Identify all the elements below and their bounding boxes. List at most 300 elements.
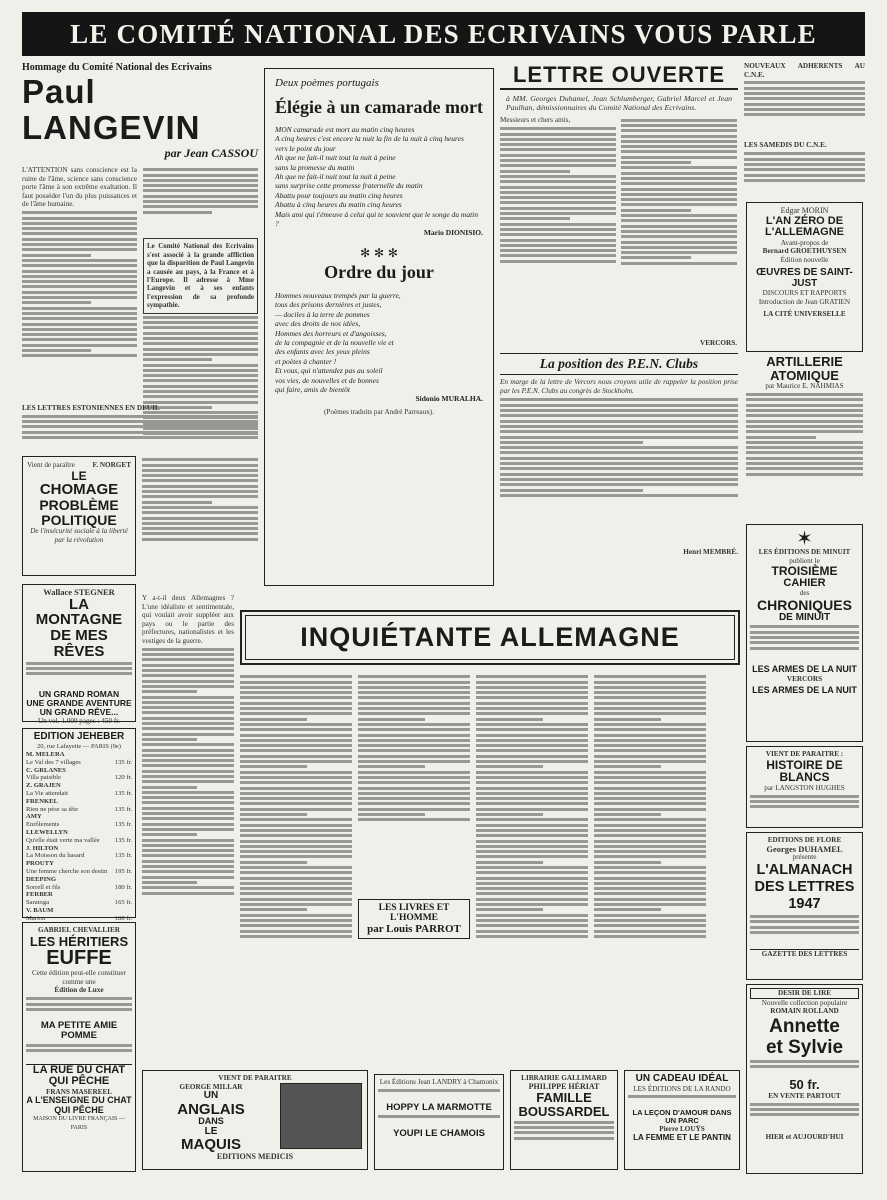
minuit-cahier2: CAHIER bbox=[783, 576, 826, 589]
body-text-line bbox=[500, 404, 738, 407]
marmotte-ad bbox=[374, 1074, 504, 1170]
body-text-line bbox=[22, 425, 258, 428]
body-text-line bbox=[143, 358, 212, 361]
body-text-line bbox=[621, 177, 737, 180]
body-text-line bbox=[240, 919, 352, 922]
body-text-line bbox=[594, 834, 706, 837]
body-text-line bbox=[142, 648, 234, 651]
body-text-line bbox=[500, 164, 616, 167]
body-text-line bbox=[22, 259, 137, 262]
inquietante-body-4 bbox=[476, 675, 588, 1055]
body-text-line bbox=[594, 707, 706, 710]
body-text-line bbox=[746, 425, 863, 428]
inquietante-lead: Y a-t-il deux Allemagnes ? L'une idéaliste et sentimentale, qui voulait avoir suppléer aux pays ou le partie des préfectures, nationalistes et les vestiges de la guerre. bbox=[142, 594, 234, 645]
body-text-line bbox=[22, 354, 137, 357]
jeheber-book-row bbox=[26, 845, 132, 861]
body-text-line bbox=[240, 882, 352, 885]
cadeau-title: UN CADEAU IDÉAL bbox=[635, 1073, 729, 1084]
body-text-line bbox=[500, 244, 616, 247]
body-text-line bbox=[476, 813, 543, 816]
body-text-line bbox=[621, 135, 737, 138]
body-text-line bbox=[240, 935, 352, 938]
body-text-line bbox=[358, 691, 470, 694]
body-text-line bbox=[476, 797, 588, 800]
chevallier-title5: A L'ENSEIGNE DU CHAT QUI PÊCHE bbox=[26, 1095, 132, 1115]
body-text-line bbox=[621, 166, 737, 169]
body-text-line bbox=[358, 797, 470, 800]
body-text-line bbox=[500, 159, 616, 162]
hommage-inset: Le Comité National des Ecrivains s'est associé à la grande affliction que la disparition de Paul Langevin a causée au pays, à la France et à l'Europe. Il adresse à Mme Langevin et à ses enfants l'expression de sa profonde sympathie. bbox=[143, 238, 258, 313]
body-text-line bbox=[746, 414, 863, 417]
marmotte-head: Les Éditions Jean LANDRY à Chamonix bbox=[379, 1078, 499, 1086]
body-text-line bbox=[142, 860, 234, 863]
body-text-line bbox=[142, 506, 258, 509]
jeheber-book-price: 120 fr. bbox=[114, 774, 132, 782]
body-text-line bbox=[500, 414, 738, 417]
body-text-line bbox=[744, 158, 865, 161]
body-text-line bbox=[744, 179, 865, 182]
body-text-line bbox=[500, 473, 738, 476]
body-text-line bbox=[142, 786, 197, 789]
samedis-body bbox=[744, 152, 865, 202]
body-text-line bbox=[476, 871, 588, 874]
histoire-body bbox=[750, 795, 859, 825]
body-text-line bbox=[358, 776, 470, 779]
body-text-line bbox=[621, 172, 737, 175]
body-text-line bbox=[476, 781, 588, 784]
body-text-line bbox=[240, 861, 307, 864]
body-text-line bbox=[500, 483, 738, 486]
body-text-line bbox=[594, 718, 661, 721]
body-text-line bbox=[240, 718, 307, 721]
body-text-line bbox=[500, 441, 643, 444]
body-text-line bbox=[744, 174, 865, 177]
body-text-line bbox=[476, 845, 588, 848]
body-text-line bbox=[142, 886, 234, 889]
body-text-line bbox=[594, 887, 706, 890]
body-text-line bbox=[500, 196, 616, 199]
body-text-line bbox=[240, 765, 307, 768]
jeheber-book-price: 135 fr. bbox=[114, 852, 132, 860]
chomage-sub: De l'insécurité sociale à la liberté par la révolution bbox=[30, 527, 128, 544]
jeheber-book-row bbox=[26, 798, 132, 814]
anglais-title3: DANS bbox=[198, 1116, 224, 1127]
samedis-title: LES SAMEDIS DU C.N.E. bbox=[744, 141, 827, 150]
body-text-line bbox=[476, 787, 588, 790]
marmotte-title2: YOUPI LE CHAMOIS bbox=[393, 1128, 485, 1140]
anglais-title4: LE bbox=[204, 1125, 218, 1137]
body-text-line bbox=[142, 474, 258, 477]
body-text-line bbox=[22, 217, 137, 220]
body-text-line bbox=[621, 140, 737, 143]
body-text-line bbox=[22, 420, 258, 423]
body-text-line bbox=[746, 467, 863, 470]
stegner-ad bbox=[22, 584, 136, 725]
stegner-title1: LA MONTAGNE bbox=[35, 595, 123, 629]
body-text-line bbox=[22, 264, 137, 267]
body-text-line bbox=[143, 337, 258, 340]
poem-lines-2: Hommes nouveaux trempés par la guerre, tous des prisons dernières et justes, — dociles à la terre de pommes avec des droits de nos idées, Hommes des horreurs et d'angoisses, de la compagnie et de la nouvelle vie et des enfants avec les yeux pleins et poètes à chanter ! Et vous, qui n'attendez pas au soleil vos vies, de nouvelles et de bonnes qui faire, amis de bientôt Sidonio MURALHA. bbox=[275, 290, 483, 404]
body-text-line bbox=[142, 801, 234, 804]
jeheber-book-row bbox=[26, 751, 132, 767]
pen-signature: Henri MEMBRÉ. bbox=[683, 548, 738, 557]
masthead bbox=[22, 12, 865, 56]
body-text-line bbox=[746, 420, 863, 423]
saintjust-title: ŒUVRES DE SAINT-JUST bbox=[756, 267, 853, 289]
body-text-line bbox=[142, 522, 258, 525]
jeheber-book-price: 135 fr. bbox=[114, 758, 132, 766]
body-text-line bbox=[240, 898, 352, 901]
body-text-line bbox=[476, 914, 588, 917]
jeheber-book-title: La Vie attendait bbox=[26, 790, 68, 798]
jeheber-book-title: Le Val des 7 villages bbox=[26, 758, 81, 766]
artillerie-title: ARTILLERIE ATOMIQUE bbox=[766, 354, 843, 383]
body-text-line bbox=[746, 457, 863, 460]
body-text-line bbox=[744, 163, 865, 166]
body-text-line bbox=[143, 189, 258, 192]
body-text-line bbox=[594, 877, 706, 880]
body-text-line bbox=[500, 127, 616, 130]
body-text-line bbox=[240, 802, 352, 805]
body-text-line bbox=[621, 119, 737, 122]
body-text-line bbox=[240, 691, 352, 694]
adherents-body bbox=[744, 81, 865, 141]
body-text-line bbox=[143, 364, 258, 367]
body-text-line bbox=[240, 755, 352, 758]
estoniens-title: LES LETTRES ESTONIENNES EN DEUIL bbox=[22, 404, 160, 412]
body-text-line bbox=[476, 834, 588, 837]
parrot-author: par Louis PARROT bbox=[367, 923, 461, 936]
annette-ad bbox=[746, 984, 863, 1174]
body-text-line bbox=[476, 866, 588, 869]
body-text-line bbox=[142, 469, 258, 472]
jeheber-book-title: Marion bbox=[26, 914, 46, 922]
body-text-line bbox=[358, 802, 470, 805]
body-text-line bbox=[750, 795, 859, 798]
body-text-line bbox=[142, 823, 234, 826]
body-text-line bbox=[142, 854, 234, 857]
body-text-line bbox=[240, 792, 352, 795]
body-text-line bbox=[240, 813, 307, 816]
body-text-line bbox=[500, 180, 616, 183]
anglais-publisher: EDITIONS MEDICIS bbox=[216, 1152, 294, 1162]
hommage-byline: par Jean CASSOU bbox=[164, 146, 258, 160]
estoniens-article bbox=[22, 404, 258, 456]
body-text-line bbox=[514, 1131, 614, 1134]
body-text-line bbox=[750, 1060, 859, 1063]
body-text-line bbox=[594, 802, 706, 805]
body-text-line bbox=[22, 431, 258, 434]
body-text-line bbox=[621, 193, 737, 196]
body-text-line bbox=[142, 464, 258, 467]
histoire-title: HISTOIRE DE BLANCS bbox=[766, 757, 843, 785]
body-text-line bbox=[744, 152, 865, 155]
body-text-line bbox=[621, 198, 737, 201]
boussardel-title2: BOUSSARDEL bbox=[518, 1103, 610, 1119]
body-text-line bbox=[594, 866, 706, 869]
minuit-editions: LES ÉDITIONS DE MINUIT bbox=[758, 548, 851, 556]
body-text-line bbox=[594, 787, 706, 790]
boussardel-title1: FAMILLE bbox=[536, 1090, 592, 1106]
body-text-line bbox=[26, 1003, 132, 1006]
minuit-armes2: LES ARMES DE LA NUIT bbox=[752, 685, 857, 696]
body-text-line bbox=[476, 718, 543, 721]
annette-intro: Nouvelle collection populaire bbox=[761, 998, 848, 1007]
body-text-line bbox=[500, 233, 616, 236]
body-text-line bbox=[476, 908, 543, 911]
body-text-line bbox=[142, 828, 234, 831]
body-text-line bbox=[594, 850, 706, 853]
body-text-line bbox=[500, 143, 616, 146]
cadeau-title2: LA LEÇON D'AMOUR DANS UN PARC bbox=[632, 1108, 732, 1126]
body-text-line bbox=[143, 379, 258, 382]
body-text-line bbox=[594, 749, 706, 752]
cadeau-title3: LA FEMME ET LE PANTIN bbox=[633, 1132, 731, 1142]
body-text-line bbox=[22, 323, 137, 326]
body-text-line bbox=[143, 211, 212, 214]
adherents-title: NOUVEAUX ADHERENTS AU C.N.E. bbox=[744, 62, 865, 79]
body-text-line bbox=[358, 728, 470, 731]
jeheber-book-row bbox=[26, 891, 132, 907]
pen-body bbox=[500, 398, 738, 548]
anglais-title2: ANGLAIS bbox=[177, 1100, 245, 1118]
body-text-line bbox=[22, 222, 137, 225]
body-text-line bbox=[594, 739, 706, 742]
body-text-line bbox=[142, 511, 258, 514]
body-text-line bbox=[358, 712, 470, 715]
adherents-box bbox=[744, 62, 865, 202]
poems-translator: (Poèmes traduits par André Parreaux). bbox=[324, 407, 434, 416]
jeheber-book-author: FRENKEL bbox=[26, 797, 58, 805]
body-text-line bbox=[22, 291, 137, 294]
artillerie-author: par Maurice E. NAHMIAS bbox=[765, 382, 844, 391]
body-text-line bbox=[142, 754, 234, 757]
stegner-price: Un vol. 1.000 pages : 450 fr. bbox=[37, 716, 121, 725]
anglais-ad bbox=[142, 1070, 368, 1170]
body-text-line bbox=[746, 446, 863, 449]
minuit-body bbox=[750, 625, 859, 665]
minuit-publish: publient le bbox=[789, 556, 820, 565]
body-text-line bbox=[142, 839, 234, 842]
body-text-line bbox=[143, 316, 258, 319]
jeheber-book-author: Z. GRAJEN bbox=[26, 782, 61, 790]
body-text-line bbox=[750, 926, 859, 929]
almanach-ad bbox=[746, 832, 863, 980]
body-text-line bbox=[594, 765, 661, 768]
chevallier-body bbox=[26, 997, 132, 1021]
body-text-line bbox=[142, 701, 234, 704]
body-text-line bbox=[476, 924, 588, 927]
body-text-line bbox=[240, 797, 352, 800]
body-text-line bbox=[26, 667, 132, 670]
body-text-line bbox=[500, 467, 738, 470]
body-text-line bbox=[358, 749, 470, 752]
body-text-line bbox=[621, 214, 737, 217]
body-text-line bbox=[240, 877, 352, 880]
body-text-line bbox=[22, 280, 137, 283]
lettre-addressees: à MM. Georges Duhamel, Jean Schlumberger, Gabriel Marcel et Jean Paulhan, démissionnaires du Comité National des Ecrivains. bbox=[506, 94, 732, 113]
body-text-line bbox=[476, 776, 588, 779]
body-text-line bbox=[142, 796, 234, 799]
body-text-line bbox=[500, 212, 616, 215]
lettre-body bbox=[500, 127, 616, 327]
body-text-line bbox=[594, 914, 706, 917]
body-text-line bbox=[746, 436, 816, 439]
jeheber-book-author: DEEPING bbox=[26, 875, 57, 883]
body-text-line bbox=[358, 771, 470, 774]
body-text-line bbox=[142, 495, 258, 498]
body-text-line bbox=[240, 903, 352, 906]
body-text-line bbox=[621, 241, 737, 244]
jeheber-book-title: Une femme cherche son destin bbox=[26, 868, 108, 876]
body-text-line bbox=[22, 270, 137, 273]
inquietante-article bbox=[142, 594, 740, 1070]
jeheber-book-author: M. MELERA bbox=[26, 751, 65, 759]
jeheber-book-row bbox=[26, 813, 132, 829]
boussardel-head: LIBRAIRIE GALLIMARD bbox=[521, 1074, 607, 1082]
body-text-line bbox=[142, 658, 234, 661]
body-text-line bbox=[143, 353, 258, 356]
body-text-line bbox=[594, 903, 706, 906]
body-text-line bbox=[746, 404, 863, 407]
body-text-line bbox=[621, 209, 691, 212]
body-text-line bbox=[143, 332, 258, 335]
body-text-line bbox=[22, 248, 137, 251]
body-text-line bbox=[476, 691, 588, 694]
body-text-line bbox=[476, 755, 588, 758]
body-text-line bbox=[621, 246, 737, 249]
body-text-line bbox=[746, 462, 863, 465]
annette-author: ROMAIN ROLLAND bbox=[770, 1007, 839, 1016]
body-text-line bbox=[476, 728, 588, 731]
body-text-line bbox=[240, 681, 352, 684]
body-text-line bbox=[594, 686, 706, 689]
body-text-line bbox=[240, 924, 352, 927]
body-text-line bbox=[500, 457, 738, 460]
body-text-line bbox=[621, 145, 737, 148]
body-text-line bbox=[750, 800, 859, 803]
body-text-line bbox=[750, 1103, 859, 1106]
body-text-line bbox=[594, 712, 706, 715]
body-text-line bbox=[142, 892, 234, 895]
inquietante-body-1 bbox=[142, 648, 234, 1008]
body-text-line bbox=[594, 935, 706, 938]
body-text-line bbox=[594, 723, 706, 726]
stegner-tag1: UN GRAND ROMAN bbox=[38, 688, 120, 699]
body-text-line bbox=[500, 436, 738, 439]
annette-body bbox=[750, 1060, 859, 1078]
body-text-line bbox=[240, 734, 352, 737]
cadeau-line1: LES ÉDITIONS DE LA RANDO bbox=[633, 1084, 731, 1093]
chevallier-title4: LA RUE DU CHAT QUI PÊCHE bbox=[26, 1064, 132, 1088]
hommage-kicker: Hommage du Comité National des Ecrivains bbox=[22, 62, 212, 73]
body-text-line bbox=[26, 1049, 132, 1052]
body-text-line bbox=[744, 81, 865, 84]
marmotte-body-2 bbox=[378, 1115, 500, 1129]
body-text-line bbox=[744, 113, 865, 116]
body-text-line bbox=[143, 342, 258, 345]
minuit-armes1: LES ARMES DE LA NUIT bbox=[752, 664, 857, 675]
marmotte-title1: HOPPY LA MARMOTTE bbox=[386, 1101, 492, 1113]
body-text-line bbox=[22, 349, 91, 352]
body-text-line bbox=[476, 840, 588, 843]
body-text-line bbox=[621, 230, 737, 233]
body-text-line bbox=[240, 787, 352, 790]
body-text-line bbox=[500, 489, 643, 492]
body-text-line bbox=[621, 235, 737, 238]
body-text-line bbox=[240, 686, 352, 689]
body-text-line bbox=[500, 254, 616, 257]
body-text-line bbox=[358, 675, 470, 678]
body-text-line bbox=[594, 930, 706, 933]
jeheber-book-row bbox=[26, 767, 132, 783]
body-text-line bbox=[240, 824, 352, 827]
body-text-line bbox=[500, 239, 616, 242]
annette-title2: et Sylvie bbox=[765, 1036, 844, 1058]
body-text-line bbox=[476, 749, 588, 752]
body-text-line bbox=[22, 344, 137, 347]
body-text-line bbox=[358, 702, 470, 705]
body-text-line bbox=[476, 707, 588, 710]
morin-edition: Édition nouvelle bbox=[780, 255, 829, 264]
poems-header: Deux poèmes portugais bbox=[275, 77, 379, 89]
jeheber-book-title: Rien ne pèse sa tête bbox=[26, 805, 78, 813]
body-text-line bbox=[142, 458, 258, 461]
body-text-line bbox=[500, 451, 738, 454]
histoire-ad bbox=[746, 746, 863, 828]
body-text-line bbox=[621, 188, 737, 191]
body-text-line bbox=[240, 702, 352, 705]
body-text-line bbox=[143, 374, 258, 377]
body-text-line bbox=[143, 385, 258, 388]
body-text-line bbox=[22, 232, 137, 235]
body-text-line bbox=[142, 870, 234, 873]
body-text-line bbox=[142, 738, 197, 741]
stegner-title2: DE MES RÊVES bbox=[50, 627, 108, 660]
body-text-line bbox=[750, 920, 859, 923]
body-text-line bbox=[22, 243, 137, 246]
body-text-line bbox=[143, 348, 258, 351]
body-text-line bbox=[746, 409, 863, 412]
body-text-line bbox=[500, 217, 570, 220]
body-text-line bbox=[500, 175, 616, 178]
body-text-line bbox=[142, 680, 234, 683]
body-text-line bbox=[22, 317, 137, 320]
body-text-line bbox=[240, 840, 352, 843]
pen-note: En marge de la lettre de Vercors nous croyons utile de rappeler la position prise par les P.E.N. Clubs au congrès de Stockholm. bbox=[500, 378, 738, 395]
body-text-line bbox=[476, 861, 543, 864]
saintjust-sub: DISCOURS ET RAPPORTS bbox=[762, 289, 847, 298]
body-text-line bbox=[358, 813, 425, 816]
chevallier-title2: EUFFE bbox=[46, 947, 112, 970]
body-text-line bbox=[142, 780, 234, 783]
annette-title1: Annette bbox=[769, 1015, 840, 1037]
body-text-line bbox=[240, 675, 352, 678]
body-text-line bbox=[142, 490, 258, 493]
body-text-line bbox=[476, 903, 588, 906]
body-text-line bbox=[142, 807, 234, 810]
jeheber-book-author: J. HILTON bbox=[26, 844, 59, 852]
body-text-line bbox=[240, 776, 352, 779]
jeheber-book-author: V. BAUM bbox=[26, 907, 54, 915]
jeheber-book-price: 135 fr. bbox=[114, 805, 132, 813]
annette-sale: EN VENTE PARTOUT bbox=[768, 1091, 841, 1100]
body-text-line bbox=[750, 641, 859, 644]
body-text-line bbox=[240, 908, 307, 911]
jeheber-book-price: 180 fr. bbox=[114, 883, 132, 891]
body-text-line bbox=[500, 430, 738, 433]
body-text-line bbox=[621, 203, 737, 206]
